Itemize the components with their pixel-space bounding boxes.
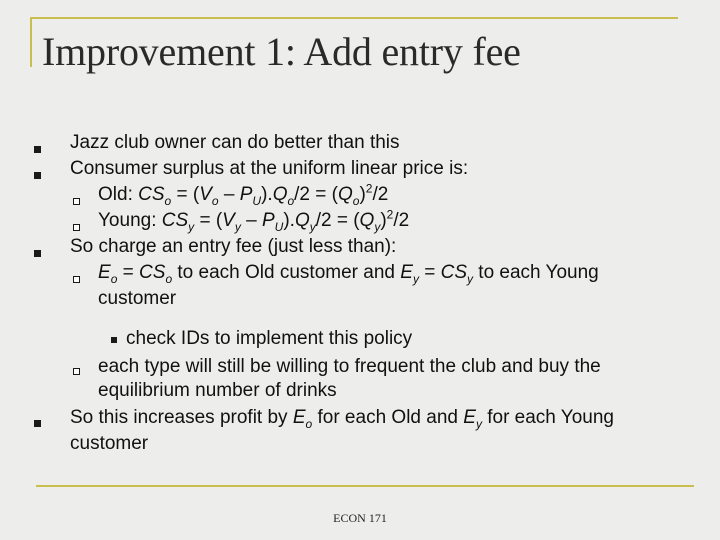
entry-fee-text-mid1: to each Old customer and xyxy=(177,262,395,283)
cs-young-formula: Young: $CS_y = (V_y - P_U).Q_y/2 = (Q_y)^2/2$ xyxy=(98,207,410,234)
accent-bottom-line xyxy=(36,485,694,487)
sub-bullet-marker xyxy=(73,198,80,205)
entry-fee-text-mid2: to each Young xyxy=(478,262,599,283)
profit-text-b: for each Old and xyxy=(317,407,458,428)
accent-top-line xyxy=(30,17,678,19)
profit-line-cont: customer xyxy=(70,433,149,454)
bullet-marker xyxy=(34,172,41,179)
profit-text-c: for each Young xyxy=(487,407,615,428)
slide-title: Improvement 1: Add entry fee xyxy=(42,29,521,74)
check-ids-text: check IDs to implement this policy xyxy=(126,328,413,349)
bullet-marker xyxy=(34,250,41,257)
profit-text-a: So this increases profit by xyxy=(70,407,288,428)
accent-vertical-line xyxy=(30,17,32,67)
bullet-text-2: Consumer surplus at the uniform linear price is: xyxy=(70,158,469,179)
cs-old-formula: Old: $CS_o = (V_o - P_U).Q_o/2 = (Q_o)^2/2$ xyxy=(98,181,389,208)
footer-text: ECON 171 xyxy=(333,511,387,525)
sub-bullet-marker xyxy=(73,224,80,231)
sub-bullet-marker xyxy=(73,276,80,283)
profit-line: So this increases profit by $E_o$ for each Old and $E_y$ for each Young xyxy=(70,407,615,431)
bullet-text-3: So charge an entry fee (just less than): xyxy=(70,236,397,257)
willing-text-line2: equilibrium number of drinks xyxy=(98,380,337,401)
sub-bullet-marker xyxy=(73,368,80,375)
entry-fee-line-cont: customer xyxy=(98,288,177,309)
bullet-marker xyxy=(34,146,41,153)
young-label: Young: xyxy=(98,210,157,231)
bullet-marker xyxy=(34,420,41,427)
entry-fee-line: $E_o = CS_o$ to each Old customer and $E_y = CS_y$ to each Young xyxy=(98,262,599,286)
willing-text-line1: each type will still be willing to frequent the club and buy the xyxy=(98,356,601,377)
bullet-text-1: Jazz club owner can do better than this xyxy=(70,132,400,153)
old-label: Old: xyxy=(98,184,133,205)
subsub-bullet-marker xyxy=(111,337,117,343)
